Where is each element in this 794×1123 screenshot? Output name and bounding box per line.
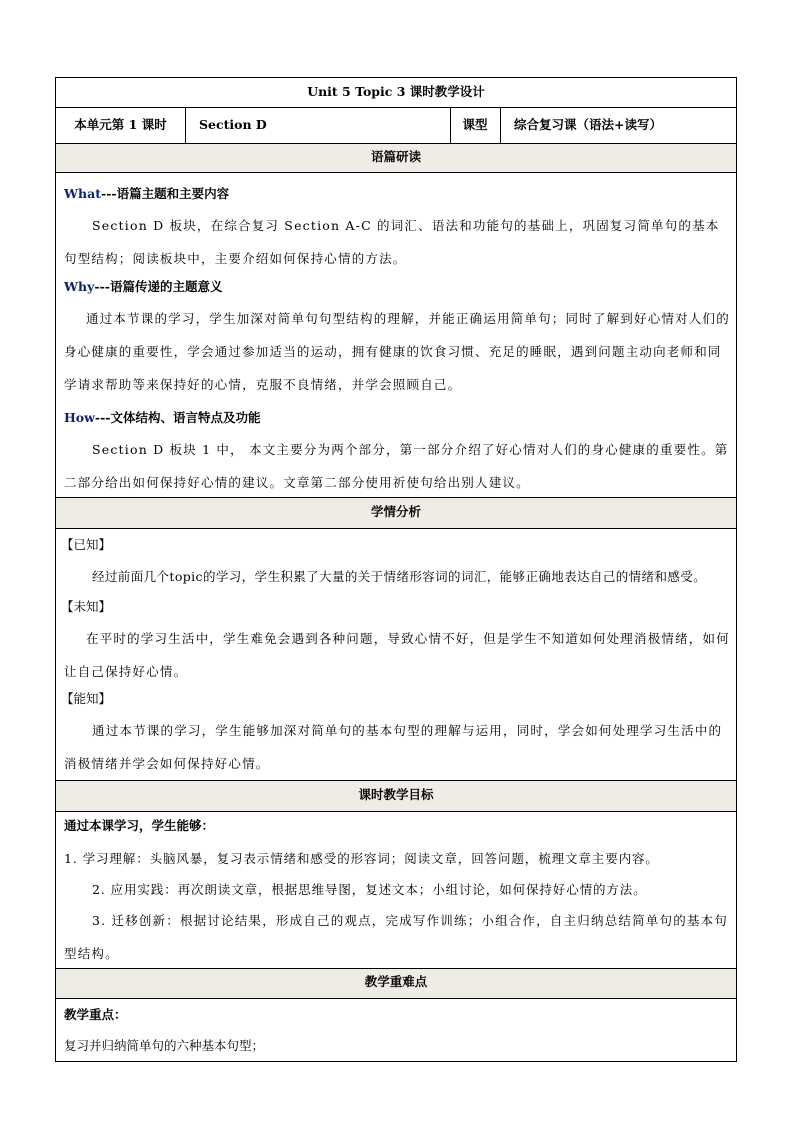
row-divider bbox=[56, 172, 736, 173]
objectives-intro: 通过本课学习，学生能够： bbox=[64, 818, 215, 833]
how-heading bbox=[64, 412, 261, 425]
row-divider bbox=[56, 528, 736, 529]
col-divider bbox=[185, 107, 186, 143]
section-name: Section D bbox=[199, 117, 267, 132]
lesson-plan-table bbox=[55, 77, 737, 1062]
section-heading-text-study: 语篇研读 bbox=[370, 149, 421, 164]
unknown-body: 在平时的学习生活中，学生难免会遇到各种问题，导致心情不好，但是学生不知道如何处理消极情绪，如何让自己保持好心情。 bbox=[64, 631, 730, 679]
can-label: 【能知】 bbox=[61, 691, 112, 706]
col-divider bbox=[500, 107, 501, 143]
objective-item-3: 3. 迁移创新：根据讨论结果，形成自己的观点，完成写作训练；小组合作，自主归纳总结简单句的基本句型结构。 bbox=[64, 913, 729, 961]
why-heading bbox=[64, 281, 222, 294]
unknown-label: 【未知】 bbox=[61, 599, 112, 614]
how-title: ---文体结构、语言特点及功能 bbox=[94, 410, 261, 425]
row-divider bbox=[56, 780, 736, 781]
objective-item-1: 1. 学习理解：头脑风暴，复习表示情绪和感受的形容词；阅读文章，回答问题，梳理文章主要内容。 bbox=[64, 851, 659, 866]
row-divider bbox=[56, 107, 736, 108]
section-heading-learner-analysis: 学情分析 bbox=[370, 504, 421, 519]
lesson-type-value: 综合复习课（语法+读写） bbox=[514, 117, 662, 132]
what-title: ---语篇主题和主要内容 bbox=[101, 186, 230, 201]
section-heading-key-points: 教学重难点 bbox=[364, 974, 428, 989]
why-title: ---语篇传递的主题意义 bbox=[94, 279, 223, 294]
row-divider bbox=[56, 143, 736, 144]
what-body: Section D 板块，在综合复习 Section A-C 的词汇、语法和功能句的基础上，巩固复习简单句的基本句型结构；阅读板块中，主要介绍如何保持心情的方法。 bbox=[64, 218, 720, 266]
row-divider bbox=[56, 811, 736, 812]
known-body: 经过前面几个topic的学习，学生积累了大量的关于情绪形容词的词汇，能够正确地表达自己的情绪和感受。 bbox=[92, 569, 707, 584]
can-body: 通过本节课的学习，学生能够加深对简单句的基本句型的理解与运用，同时，学会如何处理学习生活中的消极情绪并学会如何保持好心情。 bbox=[64, 723, 723, 771]
what-keyword: What bbox=[64, 186, 101, 201]
document-title: Unit 5 Topic 3 课时教学设计 bbox=[307, 84, 485, 99]
teaching-focus-label: 教学重点： bbox=[64, 1007, 127, 1022]
what-heading bbox=[64, 188, 229, 201]
objective-item-2: 2. 应用实践：再次朗读文章，根据思维导图，复述文本；小组讨论，如何保持好心情的方法。 bbox=[92, 882, 647, 897]
why-keyword: Why bbox=[64, 279, 95, 294]
how-body: Section D 板块 1 中， 本文主要分为两个部分，第一部分介绍了好心情对人们的身心健康的重要性。第二部分给出如何保持好心情的建议。文章第二部分使用祈使句给出别人建议。 bbox=[64, 442, 729, 490]
lesson-type-label: 课型 bbox=[462, 117, 488, 132]
section-heading-objectives: 课时教学目标 bbox=[358, 787, 434, 802]
lesson-number-label: 本单元第 1 课时 bbox=[74, 117, 167, 132]
row-divider bbox=[56, 998, 736, 999]
teaching-focus-body: 复习并归纳简单句的六种基本句型； bbox=[64, 1038, 265, 1053]
known-label: 【已知】 bbox=[61, 537, 112, 552]
why-body: 通过本节课的学习，学生加深对简单句句型结构的理解，并能正确运用简单句；同时了解到好心情对人们的身心健康的重要性，学会通过参加适当的运动，拥有健康的饮食习惯、充足的睡眠，遇到问题主动向老师和同学请求帮助等来保持好的心情，克服不良情绪，并学会照顾自己。 bbox=[64, 311, 730, 392]
how-keyword: How bbox=[64, 410, 95, 425]
